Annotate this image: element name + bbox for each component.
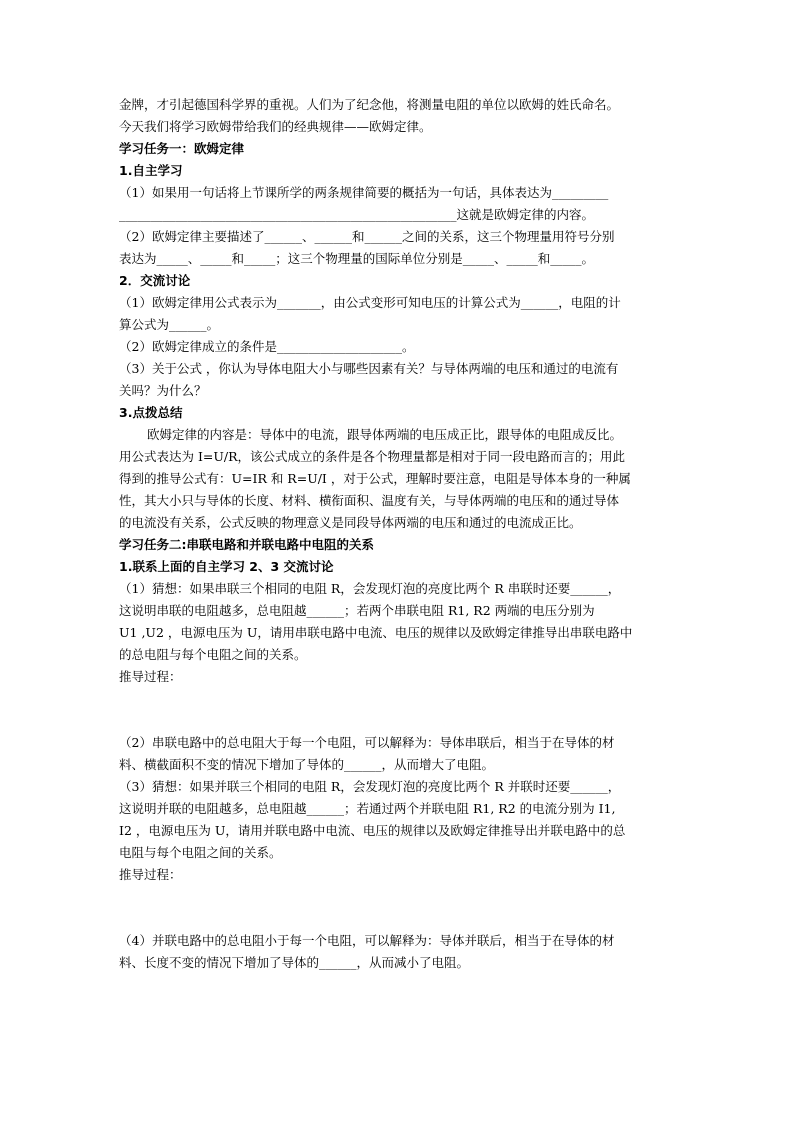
task1-q1-line-b: ______________________________________________________这就是欧姆定律的内容。 xyxy=(119,207,595,222)
derivation-label-2: 推导过程： xyxy=(119,867,182,882)
task1-discuss-q1-b: 算公式为______。 xyxy=(119,317,220,332)
task1-discuss-q3-a: （3）关于公式 ，你认为导体电阻大小与哪些因素有关？与导体两端的电压和通过的电流有 xyxy=(119,361,619,376)
task1-discuss-q2: （2）欧姆定律成立的条件是____________________。 xyxy=(119,339,415,354)
derivation-label-1: 推导过程： xyxy=(119,669,182,684)
task2-q1-line: U1 ,U2 ，电源电压为 U，请用串联电路中电流、电压的规律以及欧姆定律推导出串联电路中 xyxy=(119,625,633,640)
summary-line: 的电流没有关系，公式反映的物理意义是同段导体两端的电压和通过的电流成正比。 xyxy=(119,515,582,530)
summary-line: 用公式表达为 I=U/R，该公式成立的条件是各个物理量都是相对于同一段电路而言的；用此 xyxy=(119,449,626,464)
task2-q1-line: （1）猜想：如果串联三个相同的电阻 R，会发现灯泡的亮度比两个 R 串联时还要______， xyxy=(119,581,621,596)
answer-space-1 xyxy=(119,688,675,732)
task2-q4-line: （4）并联电路中的总电阻小于每一个电阻，可以解释为：导体并联后，相当于在导体的材 xyxy=(119,933,615,948)
task1-section1-title: 1.自主学习 xyxy=(119,163,183,178)
document-page xyxy=(119,94,675,974)
task1-title: 学习任务一：欧姆定律 xyxy=(119,141,245,156)
task2-q4-line: 料、长度不变的情况下增加了导体的______，从而减小了电阻。 xyxy=(119,955,470,970)
intro-line-2: 今天我们将学习欧姆带给我们的经典规律——欧姆定律。 xyxy=(119,119,432,134)
task2-q2-line: （2）串联电路中的总电阻大于每一个电阻，可以解释为：导体串联后，相当于在导体的材 xyxy=(119,735,615,750)
task1-discuss-q3-b: 关吗？为什么？ xyxy=(119,383,207,398)
task2-section1-title: 1.联系上面的自主学习 2、3 交流讨论 xyxy=(119,559,334,574)
answer-space-2 xyxy=(119,886,675,930)
summary-line: 欧姆定律的内容是：导体中的电流，跟导体两端的电压成正比，跟导体的电阻成反比。 xyxy=(147,427,623,442)
task1-q1-line-a: （1）如果用一句话将上节课所学的两条规律简要的概括为一句话，具体表达为_________ xyxy=(119,185,609,200)
task1-q2-line-b: 表达为_____、_____和_____；这三个物理量的国际单位分别是_____、_____和_____。 xyxy=(119,251,595,266)
task1-section3-title: 3.点拨总结 xyxy=(119,405,183,420)
task2-q2-line: 料、横截面积不变的情况下增加了导体的______，从而增大了电阻。 xyxy=(119,757,495,772)
task2-q3-line: 电阻与每个电阻之间的关系。 xyxy=(119,845,282,860)
task2-q1-line: 这说明串联的电阻越多，总电阻越______；若两个串联电阻 R1, R2 两端的电压分别为 xyxy=(119,603,595,618)
task2-q3-line: （3）猜想：如果并联三个相同的电阻 R，会发现灯泡的亮度比两个 R 并联时还要______， xyxy=(119,779,621,794)
task1-discuss-q1-a: （1）欧姆定律用公式表示为_______，由公式变形可知电压的计算公式为______，电阻的计 xyxy=(119,295,621,310)
task2-q3-line: 这说明并联的电阻越多，总电阻越______；若通过两个并联电阻 R1, R2 的电流分别为 I1, xyxy=(119,801,616,816)
task1-section2-title: 2．交流讨论 xyxy=(119,273,191,288)
task2-q1-line: 的总电阻与每个电阻之间的关系。 xyxy=(119,647,307,662)
summary-line: 得到的推导公式有：U=IR 和 R=U/I ，对于公式，理解时要注意，电阻是导体本身的一种属 xyxy=(119,471,631,486)
task1-q2-line-a: （2）欧姆定律主要描述了______、______和______之间的关系，这三个物理量用符号分别 xyxy=(119,229,615,244)
intro-line-1: 金牌，才引起德国科学界的重视。人们为了纪念他，将测量电阻的单位以欧姆的姓氏命名。 xyxy=(119,97,620,112)
task2-title: 学习任务二:串联电路和并联电路中电阻的关系 xyxy=(119,537,374,552)
summary-line: 性，其大小只与导体的长度、材料、横衔面积、温度有关，与导体两端的电压和的通过导体 xyxy=(119,493,620,508)
task2-q3-line: I2 ，电源电压为 U，请用并联电路中电流、电压的规律以及欧姆定律推导出并联电路中的总 xyxy=(119,823,626,838)
